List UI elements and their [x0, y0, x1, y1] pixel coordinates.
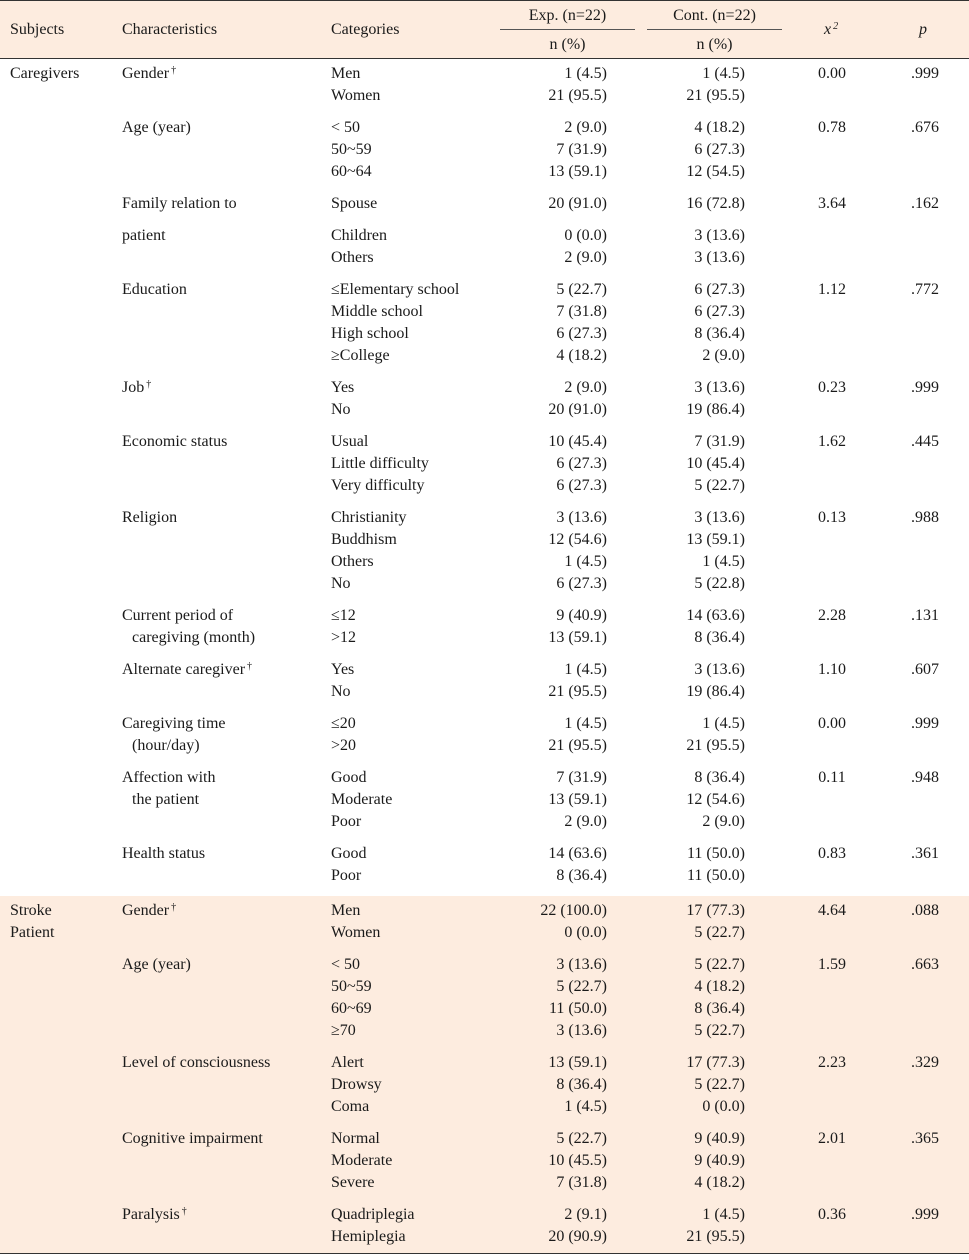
category-label: Yes: [331, 661, 355, 678]
exp-value: 8 (36.4): [556, 867, 607, 884]
category-label: Men: [331, 902, 361, 919]
characteristic-label: Age (year): [122, 119, 191, 136]
category-label: No: [331, 683, 351, 700]
category-label: 50~59: [331, 141, 372, 158]
exp-value: 13 (59.1): [548, 791, 607, 808]
category-label: Hemiplegia: [331, 1228, 406, 1245]
category-label: Alert: [331, 1054, 364, 1071]
cont-value: 5 (22.7): [694, 1022, 745, 1039]
header-p-value: p: [919, 21, 927, 38]
cont-value: 17 (77.3): [686, 1054, 745, 1071]
category-label: >12: [331, 629, 357, 646]
p-value: .948: [911, 769, 939, 786]
category-label: Others: [331, 553, 374, 570]
chi-square-value: 0.36: [818, 1206, 846, 1223]
category-label: Little difficulty: [331, 455, 429, 472]
cont-value: 1 (4.5): [702, 65, 745, 82]
cont-value: 3 (13.6): [694, 227, 745, 244]
cont-value: 1 (4.5): [702, 553, 745, 570]
exp-value: 10 (45.4): [548, 433, 607, 450]
cont-value: 14 (63.6): [686, 607, 745, 624]
characteristic-label: caregiving (month): [132, 629, 256, 646]
p-value: .361: [911, 845, 939, 862]
cont-value: 0 (0.0): [702, 1098, 745, 1115]
category-label: 60~69: [331, 1000, 372, 1017]
cont-value: 6 (27.3): [694, 281, 745, 298]
subject-label: Caregivers: [10, 65, 80, 82]
exp-value: 0 (0.0): [564, 227, 607, 244]
characteristic-label: Health status: [122, 845, 206, 862]
cont-value: 1 (4.5): [702, 1206, 745, 1223]
p-value: .329: [911, 1054, 939, 1071]
category-label: Good: [331, 769, 367, 786]
category-label: Spouse: [331, 195, 378, 212]
category-label: High school: [331, 325, 409, 342]
cont-value: 8 (36.4): [694, 629, 745, 646]
chi-square-value: 0.11: [818, 769, 846, 786]
dagger-mark: †: [146, 379, 152, 390]
exp-value: 1 (4.5): [564, 65, 607, 82]
category-label: Middle school: [331, 303, 423, 320]
category-label: >20: [331, 737, 357, 754]
exp-value: 7 (31.9): [556, 769, 607, 786]
exp-value: 1 (4.5): [564, 553, 607, 570]
category-label: Poor: [331, 867, 362, 884]
category-label: ≤Elementary school: [331, 281, 460, 298]
cont-value: 6 (27.3): [694, 303, 745, 320]
category-label: Severe: [331, 1174, 375, 1191]
cont-value: 16 (72.8): [686, 195, 745, 212]
exp-value: 7 (31.8): [556, 1174, 607, 1191]
characteristic-label: patient: [122, 227, 166, 244]
cont-value: 21 (95.5): [686, 737, 745, 754]
exp-value: 20 (91.0): [548, 195, 607, 212]
category-label: Moderate: [331, 791, 393, 808]
exp-value: 6 (27.3): [556, 575, 607, 592]
exp-value: 3 (13.6): [556, 956, 607, 973]
bottom-rule: [0, 1253, 969, 1254]
category-label: ≥College: [331, 347, 390, 364]
category-label: < 50: [331, 956, 361, 973]
category-label: Usual: [331, 433, 369, 450]
chi-square-value: 1.12: [818, 281, 846, 298]
characteristic-label: Caregiving time: [122, 715, 226, 732]
header-chi-square: x $^2$: [824, 21, 839, 38]
exp-value: 1 (4.5): [564, 661, 607, 678]
header-subjects: Subjects: [10, 21, 65, 38]
exp-value: 14 (63.6): [548, 845, 607, 862]
cont-value: 10 (45.4): [686, 455, 745, 472]
category-label: ≥70: [331, 1022, 356, 1039]
cont-value: 4 (18.2): [694, 978, 745, 995]
exp-value: 5 (22.7): [556, 1130, 607, 1147]
characteristic-label: Level of consciousness: [122, 1054, 271, 1071]
chi-square-value: 2.01: [818, 1130, 846, 1147]
p-value: .607: [911, 661, 939, 678]
chi-square-value: 0.23: [818, 379, 846, 396]
cont-value: 5 (22.8): [694, 575, 745, 592]
exp-value: 20 (91.0): [548, 401, 607, 418]
exp-value: 20 (90.9): [548, 1228, 607, 1245]
category-label: Moderate: [331, 1152, 393, 1169]
chi-square-value: 1.10: [818, 661, 846, 678]
characteristic-label: Education: [122, 281, 187, 298]
cont-value: 13 (59.1): [686, 531, 745, 548]
characteristic-label: Affection with: [122, 769, 216, 786]
characteristic-label: Gender †: [122, 65, 177, 82]
characteristic-label: Job †: [122, 379, 152, 396]
p-value: .162: [911, 195, 939, 212]
exp-value: 2 (9.0): [564, 379, 607, 396]
cont-value: 7 (31.9): [694, 433, 745, 450]
p-value: .445: [911, 433, 939, 450]
characteristic-label: Family relation to: [122, 195, 237, 212]
cont-value: 9 (40.9): [694, 1152, 745, 1169]
exp-value: 7 (31.9): [556, 141, 607, 158]
characteristic-label: the patient: [132, 791, 200, 808]
header-categories: Categories: [331, 21, 400, 38]
characteristic-label: Paralysis †: [122, 1206, 187, 1223]
category-label: ≤20: [331, 715, 356, 732]
cont-value: 19 (86.4): [686, 401, 745, 418]
category-label: Quadriplegia: [331, 1206, 415, 1223]
cont-value: 3 (13.6): [694, 661, 745, 678]
header-bottom-rule: [0, 58, 969, 59]
chi-square-value: 0.13: [818, 509, 846, 526]
p-value: .676: [911, 119, 939, 136]
exp-value: 12 (54.6): [548, 531, 607, 548]
cont-value: 17 (77.3): [686, 902, 745, 919]
cont-value: 2 (9.0): [702, 813, 745, 830]
exp-value: 2 (9.0): [564, 119, 607, 136]
category-label: Good: [331, 845, 367, 862]
exp-value: 2 (9.1): [564, 1206, 607, 1223]
exp-value: 11 (50.0): [548, 1000, 607, 1017]
chi-square-value: 4.64: [818, 902, 846, 919]
chi-square-value: 2.23: [818, 1054, 846, 1071]
cont-value: 8 (36.4): [694, 1000, 745, 1017]
category-label: Yes: [331, 379, 355, 396]
chi-square-value: 0.00: [818, 65, 846, 82]
exp-value: 9 (40.9): [556, 607, 607, 624]
category-label: Coma: [331, 1098, 370, 1115]
cont-value: 4 (18.2): [694, 1174, 745, 1191]
cont-value: 8 (36.4): [694, 325, 745, 342]
p-value: .999: [911, 379, 939, 396]
p-value: .999: [911, 1206, 939, 1223]
exp-value: 1 (4.5): [564, 715, 607, 732]
exp-value: 21 (95.5): [548, 683, 607, 700]
exp-value: 3 (13.6): [556, 1022, 607, 1039]
header-cont-group: Cont. (n=22): [673, 7, 756, 24]
cont-value: 5 (22.7): [694, 1076, 745, 1093]
cont-value: 2 (9.0): [702, 347, 745, 364]
exp-value: 1 (4.5): [564, 1098, 607, 1115]
cont-header-rule: [647, 29, 782, 30]
cont-value: 1 (4.5): [702, 715, 745, 732]
exp-value: 21 (95.5): [548, 87, 607, 104]
p-value: .999: [911, 65, 939, 82]
cont-value: 8 (36.4): [694, 769, 745, 786]
exp-value: 6 (27.3): [556, 455, 607, 472]
category-label: ≤12: [331, 607, 356, 624]
cont-value: 19 (86.4): [686, 683, 745, 700]
p-value: .663: [911, 956, 939, 973]
p-value: .772: [911, 281, 939, 298]
header-cont-unit: n (%): [696, 36, 733, 53]
characteristic-label: Economic status: [122, 433, 228, 450]
chi-square-value: 1.59: [818, 956, 846, 973]
category-label: Men: [331, 65, 361, 82]
p-value: .365: [911, 1130, 939, 1147]
cont-value: 21 (95.5): [686, 87, 745, 104]
cont-value: 12 (54.6): [686, 791, 745, 808]
characteristic-label: (hour/day): [132, 737, 200, 754]
exp-header-rule: [500, 29, 635, 30]
category-label: Poor: [331, 813, 362, 830]
header-exp-unit: n (%): [549, 36, 586, 53]
category-label: Children: [331, 227, 387, 244]
exp-value: 10 (45.5): [548, 1152, 607, 1169]
p-value: .988: [911, 509, 939, 526]
header-characteristics: Characteristics: [122, 21, 218, 38]
category-label: Women: [331, 924, 381, 941]
top-rule: [0, 0, 969, 1]
characteristic-label: Gender †: [122, 902, 177, 919]
exp-value: 3 (13.6): [556, 509, 607, 526]
cont-value: 21 (95.5): [686, 1228, 745, 1245]
exp-value: 6 (27.3): [556, 325, 607, 342]
characteristic-label: Religion: [122, 509, 178, 526]
cont-value: 12 (54.5): [686, 163, 745, 180]
cont-value: 3 (13.6): [694, 509, 745, 526]
header-exp-group: Exp. (n=22): [528, 7, 607, 24]
exp-value: 13 (59.1): [548, 629, 607, 646]
cont-value: 5 (22.7): [694, 477, 745, 494]
chi-square-value: 0.83: [818, 845, 846, 862]
characteristic-label: Current period of: [122, 607, 234, 624]
exp-value: 0 (0.0): [564, 924, 607, 941]
category-label: Very difficulty: [331, 477, 425, 494]
exp-value: 5 (22.7): [556, 281, 607, 298]
characteristic-label: Cognitive impairment: [122, 1130, 263, 1147]
chi-square-value: 3.64: [818, 195, 846, 212]
category-label: 50~59: [331, 978, 372, 995]
category-label: < 50: [331, 119, 361, 136]
dagger-mark: †: [181, 1206, 187, 1217]
subject-label: Stroke Patient: [10, 902, 55, 941]
exp-value: 13 (59.1): [548, 1054, 607, 1071]
p-value: .131: [911, 607, 939, 624]
exp-value: 8 (36.4): [556, 1076, 607, 1093]
category-label: Drowsy: [331, 1076, 382, 1093]
category-label: No: [331, 401, 351, 418]
chi-square-value: 1.62: [818, 433, 846, 450]
cont-value: 9 (40.9): [694, 1130, 745, 1147]
exp-value: 22 (100.0): [540, 902, 607, 919]
exp-value: 2 (9.0): [564, 249, 607, 266]
cont-value: 3 (13.6): [694, 249, 745, 266]
category-label: Buddhism: [331, 531, 397, 548]
cont-value: 11 (50.0): [686, 845, 745, 862]
category-label: No: [331, 575, 351, 592]
chi-square-value: 0.78: [818, 119, 846, 136]
p-value: .088: [911, 902, 939, 919]
category-label: Normal: [331, 1130, 380, 1147]
characteristic-label: Age (year): [122, 956, 191, 973]
category-label: Others: [331, 249, 374, 266]
cont-value: 11 (50.0): [686, 867, 745, 884]
cont-value: 3 (13.6): [694, 379, 745, 396]
exp-value: 4 (18.2): [556, 347, 607, 364]
dagger-mark: †: [171, 902, 177, 913]
cont-value: 4 (18.2): [694, 119, 745, 136]
dagger-mark: †: [171, 65, 177, 76]
cont-value: 5 (22.7): [694, 956, 745, 973]
chi-square-value: 2.28: [818, 607, 846, 624]
chi-square-value: 0.00: [818, 715, 846, 732]
category-label: 60~64: [331, 163, 372, 180]
dagger-mark: †: [247, 661, 253, 672]
exp-value: 7 (31.8): [556, 303, 607, 320]
cont-value: 5 (22.7): [694, 924, 745, 941]
exp-value: 6 (27.3): [556, 477, 607, 494]
characteristic-label: Alternate caregiver †: [122, 661, 253, 678]
exp-value: 13 (59.1): [548, 163, 607, 180]
cont-value: 6 (27.3): [694, 141, 745, 158]
exp-value: 21 (95.5): [548, 737, 607, 754]
exp-value: 5 (22.7): [556, 978, 607, 995]
category-label: Christianity: [331, 509, 407, 526]
exp-value: 2 (9.0): [564, 813, 607, 830]
p-value: .999: [911, 715, 939, 732]
category-label: Women: [331, 87, 381, 104]
